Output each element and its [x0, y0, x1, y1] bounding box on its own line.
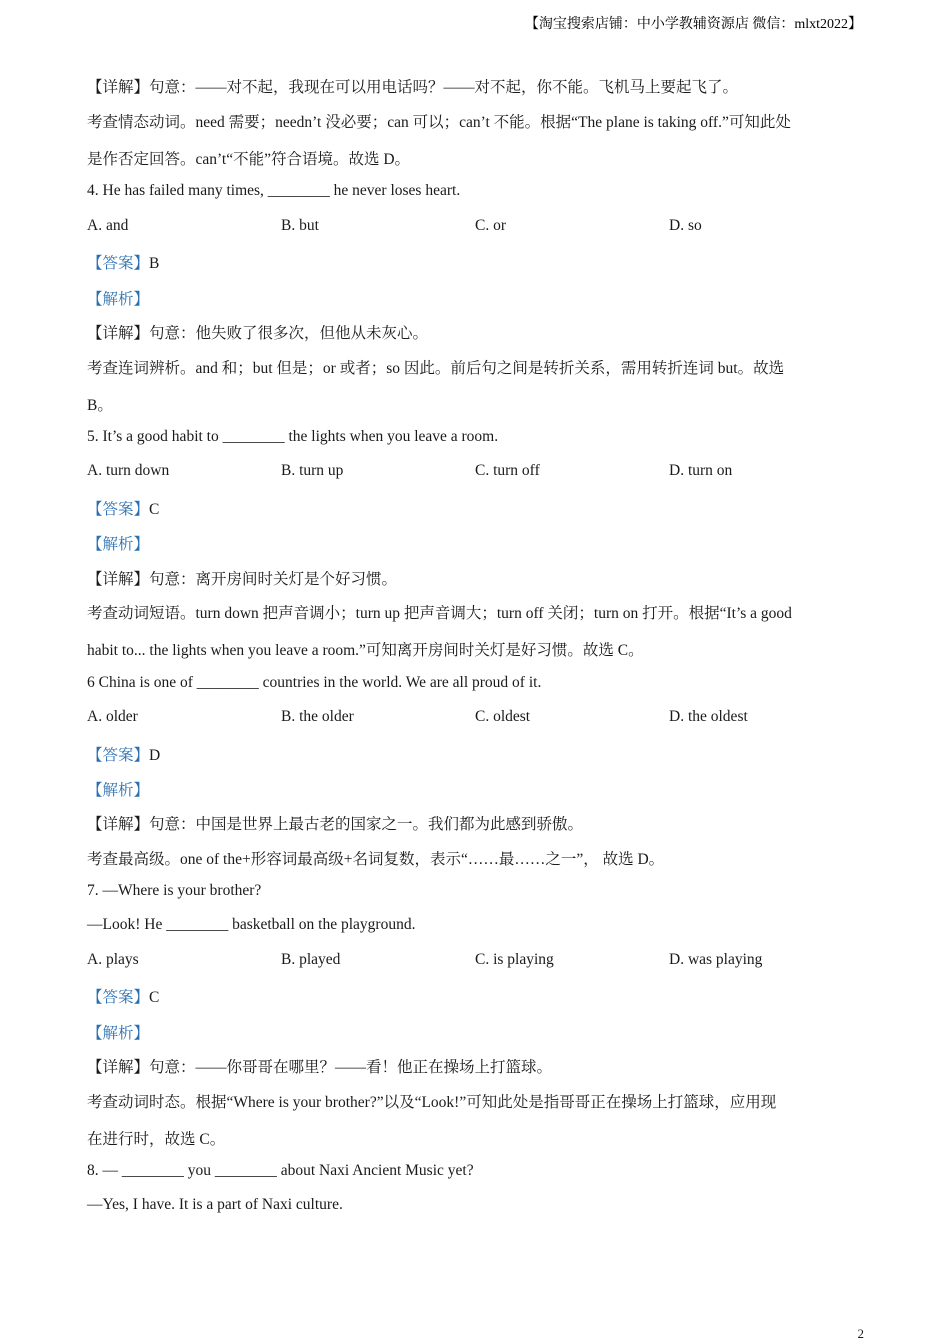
answer-tag: 【答案】	[87, 255, 150, 272]
q6-option-a: A. older	[87, 708, 138, 725]
q4-detail: 【详解】句意：他失败了很多次，但他从未灰心。	[87, 325, 429, 342]
q7-stem-line2: —Look! He ________ basketball on the playground.	[87, 916, 416, 933]
q7-answer	[87, 985, 159, 1007]
q4-option-b: B. but	[281, 217, 319, 234]
answer-value: D	[149, 747, 161, 764]
answer-value: C	[149, 989, 160, 1006]
page-number: 2	[857, 1326, 864, 1341]
q5-detail: 【详解】句意：离开房间时关灯是个好习惯。	[87, 571, 398, 588]
q6-explanation-line1: 考查最高级。one of the+形容词最高级+名词复数，表示“……最……之一”， 故选 D。	[87, 851, 665, 868]
q7-option-d: D. was playing	[669, 951, 763, 968]
q7-explanation-line2: 在进行时，故选 C。	[87, 1131, 226, 1148]
answer-tag: 【答案】	[87, 747, 150, 764]
q6-option-c: C. oldest	[475, 708, 531, 725]
q4-stem: 4. He has failed many times, ________ he never loses heart.	[87, 182, 461, 199]
q3-detail: 【详解】句意：——对不起，我现在可以用电话吗？——对不起，你不能。飞机马上要起飞了。	[87, 79, 739, 96]
q5-option-d: D. turn on	[669, 462, 733, 479]
q5-answer	[87, 497, 159, 519]
q8-stem-line2: —Yes, I have. It is a part of Naxi culture.	[87, 1196, 343, 1213]
q7-option-a: A. plays	[87, 951, 139, 968]
q7-explanation-line1: 考查动词时态。根据“Where is your brother?”以及“Look!”可知此处是指哥哥正在操场上打篮球，应用现	[87, 1094, 777, 1111]
q6-stem: 6 China is one of ________ countries in the world. We are all proud of it.	[87, 674, 542, 691]
q4-option-a: A. and	[87, 217, 129, 234]
q6-answer	[87, 743, 160, 765]
page-header: 【淘宝搜索店铺：中小学教辅资源店 微信：mlxt2022】	[524, 17, 862, 32]
answer-value: B	[149, 255, 160, 272]
q8-stem-line1: 8. — ________ you ________ about Naxi Ancient Music yet?	[87, 1162, 474, 1179]
q5-stem: 5. It’s a good habit to ________ the lights when you leave a room.	[87, 428, 499, 445]
q6-detail: 【详解】句意：中国是世界上最古老的国家之一。我们都为此感到骄傲。	[87, 816, 584, 833]
q4-option-c: C. or	[475, 217, 506, 234]
q5-option-a: A. turn down	[87, 462, 170, 479]
q7-option-b: B. played	[281, 951, 341, 968]
q7-detail: 【详解】句意：——你哥哥在哪里？——看！他正在操场上打篮球。	[87, 1059, 553, 1076]
q5-option-b: B. turn up	[281, 462, 344, 479]
q5-explanation-line2: habit to... the lights when you leave a room.”可知离开房间时关灯是好习惯。故选 C。	[87, 642, 644, 659]
q5-explanation-line1: 考查动词短语。turn down 把声音调小；turn up 把声音调大；turn off 关闭；turn on 打开。根据“It’s a good	[87, 605, 792, 622]
q5-option-c: C. turn off	[475, 462, 540, 479]
q5-analysis-tag: 【解析】	[87, 536, 150, 553]
answer-tag: 【答案】	[87, 989, 150, 1006]
q3-explanation-line1: 考查情态动词。need 需要；needn’t 没必要；can 可以；can’t 不能。根据“The plane is taking off.”可知此处	[87, 114, 791, 131]
q6-analysis-tag: 【解析】	[87, 782, 150, 799]
q4-analysis-tag: 【解析】	[87, 291, 150, 308]
q4-option-d: D. so	[669, 217, 702, 234]
q3-explanation-line2: 是作否定回答。can’t“不能”符合语境。故选 D。	[87, 151, 411, 168]
q6-option-b: B. the older	[281, 708, 354, 725]
q7-stem-line1: 7. —Where is your brother?	[87, 882, 262, 899]
answer-value: C	[149, 501, 160, 518]
q4-answer	[87, 251, 159, 273]
q7-option-c: C. is playing	[475, 951, 554, 968]
answer-tag: 【答案】	[87, 501, 150, 518]
q7-analysis-tag: 【解析】	[87, 1025, 150, 1042]
q4-explanation-line1: 考查连词辨析。and 和；but 但是；or 或者；so 因此。前后句之间是转折关系，需用转折连词 but。故选	[87, 360, 785, 377]
q6-option-d: D. the oldest	[669, 708, 748, 725]
q4-explanation-line2: B。	[87, 397, 113, 414]
